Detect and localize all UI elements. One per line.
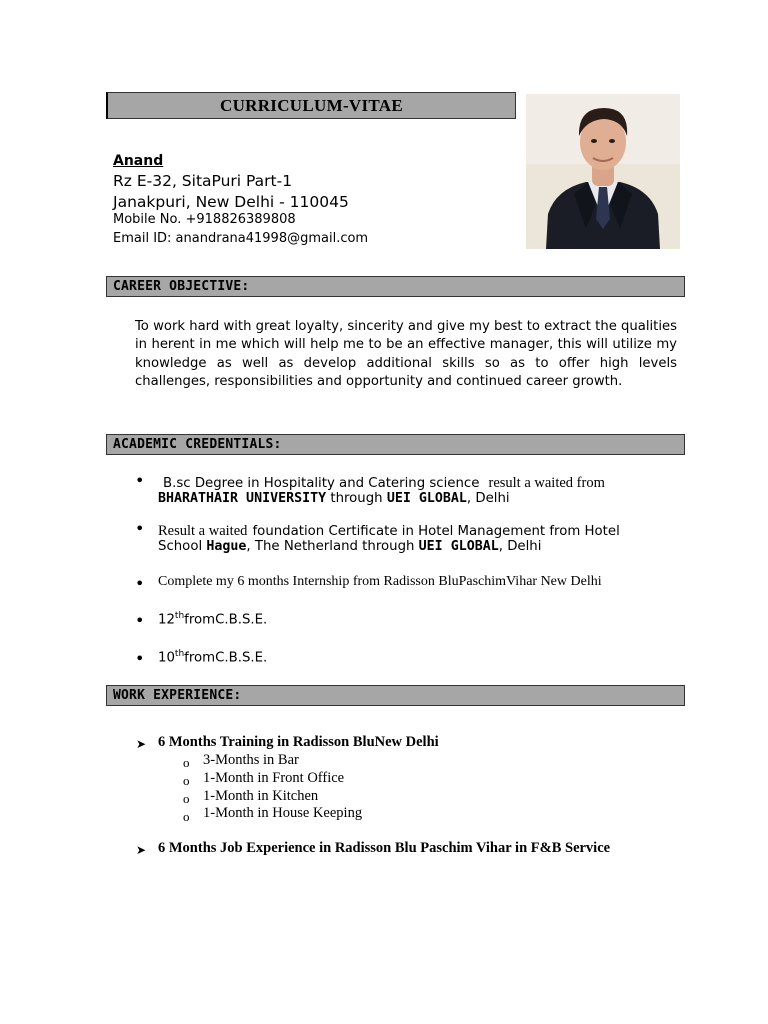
academic-item-2: Result a waited foundation Certificate in Hotel Management from Hotel — [158, 523, 620, 539]
career-objective-text: To work hard with great loyalty, sincerity and give my best to extract the qualities in herent in me which will help me to be an effective manager, this will utilize my knowledge as well as develop additional skills so as to offer high levels challenges, responsibilities and opportunity and continued career growth. — [135, 319, 677, 389]
profile-photo — [526, 94, 680, 249]
academic-item-3: Complete my 6 months Internship from Radisson BluPaschimVihar New Delhi — [158, 574, 602, 589]
section-work-experience — [106, 685, 685, 706]
bullet-icon: • — [135, 471, 145, 490]
profile-photo-image — [526, 94, 680, 249]
circle-bullet-icon: o — [183, 809, 190, 824]
section-heading: WORK EXPERIENCE: — [113, 688, 242, 703]
email-address: Email ID: anandrana41998@gmail.com — [113, 231, 369, 246]
address-line-2: Janakpuri, New Delhi - 110045 — [113, 193, 349, 211]
work-item-1-detail: 3-Months in Bar — [203, 752, 299, 768]
bullet-icon: • — [135, 519, 145, 538]
section-academic-credentials — [106, 434, 685, 455]
work-item-2: 6 Months Job Experience in Radisson Blu Paschim Vihar in F&B Service — [158, 840, 611, 856]
work-item-1-detail: 1-Month in House Keeping — [203, 805, 363, 821]
circle-bullet-icon: o — [183, 791, 190, 806]
academic-item-1: B.sc Degree in Hospitality and Catering science result a waited from — [163, 475, 605, 491]
cv-title: CURRICULUM-VITAE — [220, 96, 403, 115]
work-item-1-detail: 1-Month in Kitchen — [203, 788, 319, 804]
bullet-icon: • — [135, 611, 145, 630]
cv-title-bar — [106, 92, 516, 119]
arrow-bullet-icon: ➤ — [136, 843, 147, 857]
work-item-1: 6 Months Training in Radisson BluNew Delhi — [158, 734, 439, 750]
work-item-1-detail: 1-Month in Front Office — [203, 770, 345, 786]
academic-item-2-line-2: School Hague, The Netherland through UEI GLOBAL, Delhi — [158, 539, 542, 554]
bullet-icon: • — [135, 649, 145, 668]
bullet-icon: • — [135, 574, 145, 593]
section-career-objective — [106, 276, 685, 297]
academic-item-1-line-2: BHARATHAIR UNIVERSITY through UEI GLOBAL, Delhi — [158, 491, 510, 506]
section-heading: CAREER OBJECTIVE: — [113, 279, 250, 294]
candidate-name: Anand — [113, 153, 164, 169]
circle-bullet-icon: o — [183, 755, 190, 770]
academic-item-5: 10thfromC.B.S.E. — [158, 649, 268, 666]
academic-item-4: 12thfromC.B.S.E. — [158, 611, 268, 628]
circle-bullet-icon: o — [183, 773, 190, 788]
section-heading: ACADEMIC CREDENTIALS: — [113, 437, 282, 452]
address-line-1: Rz E-32, SitaPuri Part-1 — [113, 172, 293, 190]
mobile-number: Mobile No. +918826389808 — [113, 212, 296, 227]
arrow-bullet-icon: ➤ — [136, 737, 147, 751]
